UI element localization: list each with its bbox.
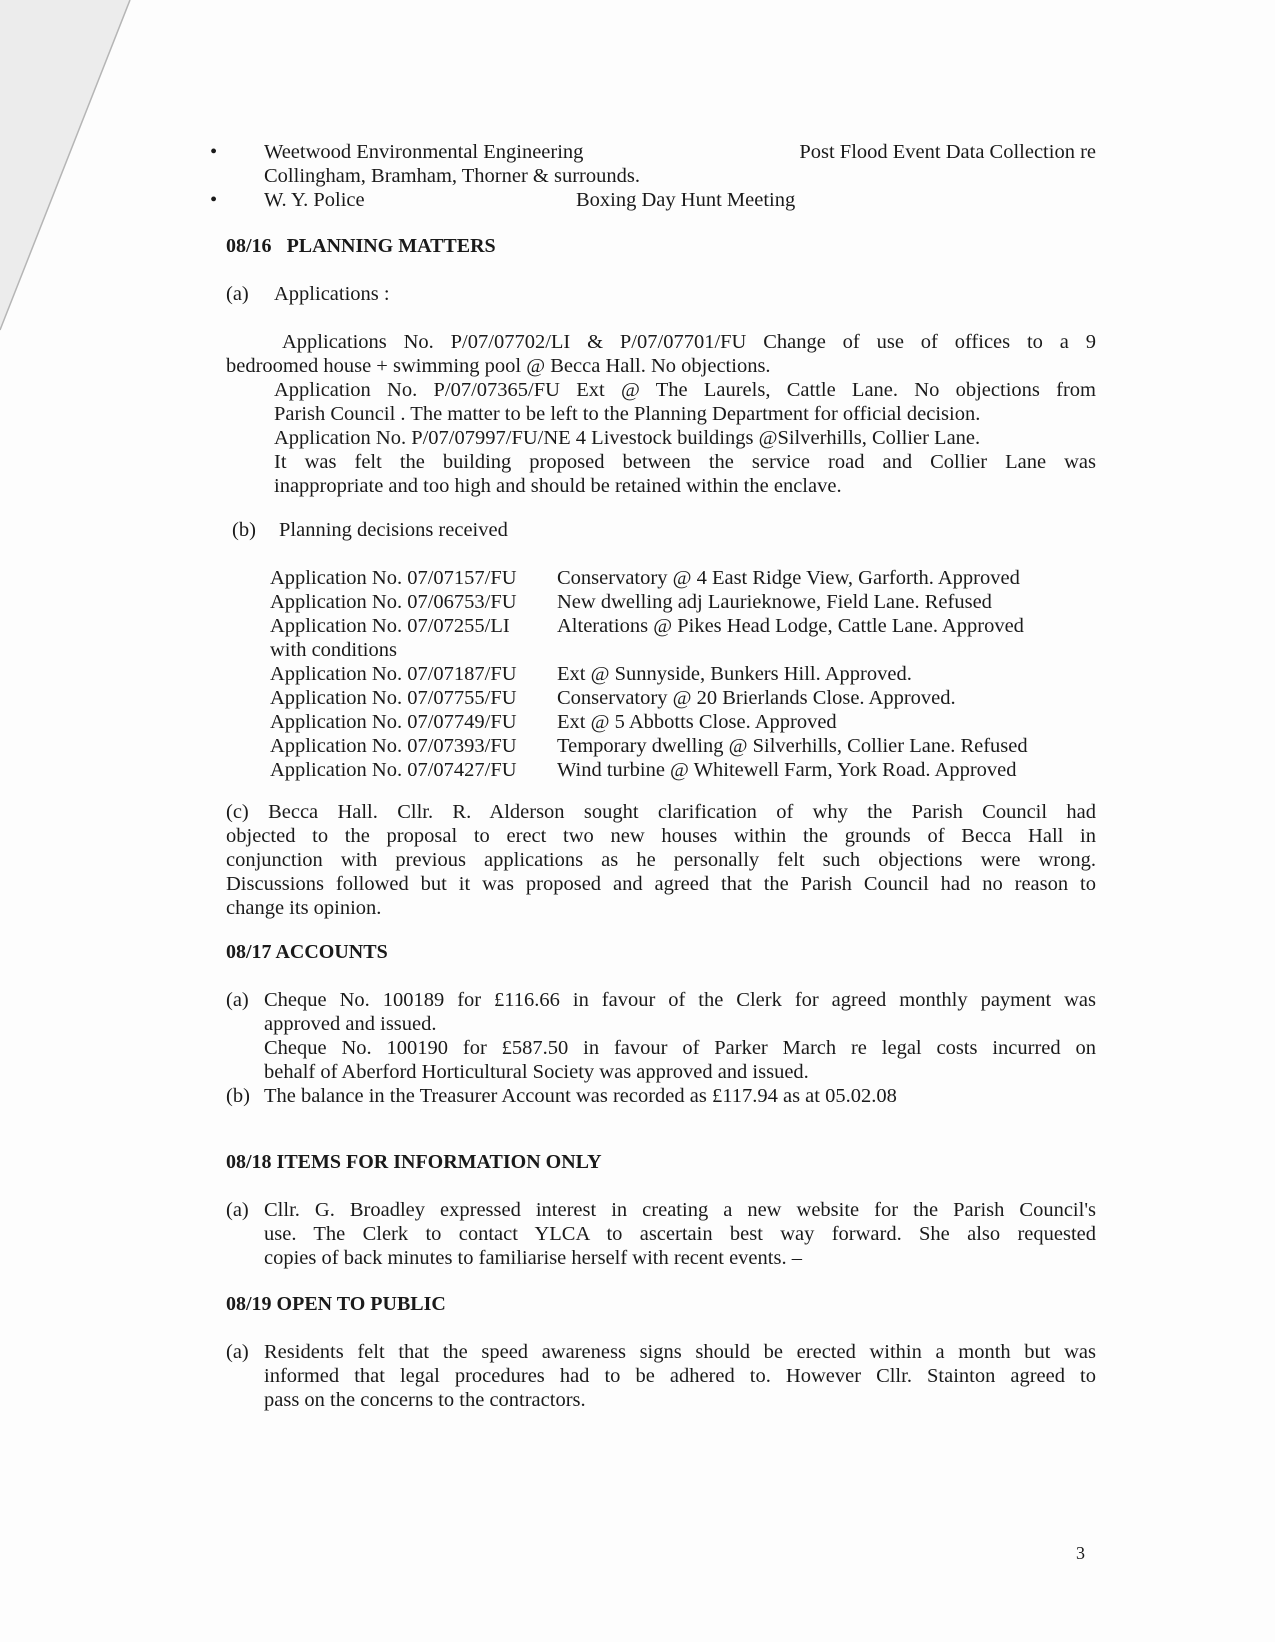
decision-row: Application No. 07/06753/FU New dwelling adj Laurieknowe, Field Lane. Refused [270, 591, 992, 613]
accounts-items: (a) Cheque No. 100189 for £116.66 in favour of the Clerk for agreed monthly payment was approved and issued. Cheque No. 100190 for £587.50 in favour of Parker March re legal costs incurred on behalf of Aberford Horticultural Society was approved and issued. (b) The balance in the Treasurer Account was recorded as £117.94 as at 05.02.08 [226, 989, 1096, 1107]
application-text: Parish Council . The matter to be left to the Planning Department for official decision. [274, 403, 981, 425]
decision-row: Application No. 07/07427/FU Wind turbine @ Whitewell Farm, York Road. Approved [270, 759, 1017, 781]
application-text: bedroomed house + swimming pool @ Becca Hall. No objections. [226, 355, 771, 377]
public-items: (a) Residents felt that the speed awareness signs should be erected within a month but was informed that legal procedures had to be adhered to. However Cllr. Stainton agreed to pass on the concerns to the contractors. [226, 1341, 1096, 1411]
correspondence-subject: Boxing Day Hunt Meeting [576, 189, 796, 211]
bullet-icon: • [210, 141, 218, 163]
bullet-icon: • [210, 189, 218, 211]
application-text: Application No. P/07/07997/FU/NE 4 Livestock buildings @Silverhills, Collier Lane. [274, 427, 981, 449]
decisions-subheading: (b) Planning decisions received [232, 519, 508, 541]
decision-row: Application No. 07/07187/FU Ext @ Sunnyside, Bunkers Hill. Approved. [270, 663, 912, 685]
becca-hall-paragraph: (c) Becca Hall. Cllr. R. Alderson sought clarification of why the Parish Council had objected to the proposal to erect two new houses within the grounds of Becca Hall in conjunction with previous applications as he personally felt such objections were wrong. Discussions followed but it was proposed and agreed that the Parish Council had no reason to change its opinion. [226, 801, 1096, 919]
decision-row: Application No. 07/07255/LI Alterations @ Pikes Head Lodge, Cattle Lane. Approved [270, 615, 1024, 637]
section-heading-public: 08/19 OPEN TO PUBLIC [226, 1293, 446, 1315]
applications-subheading: (a) Applications : [226, 283, 390, 305]
application-text: Applications No. P/07/07702/LI & P/07/07701/FU Change of use of offices to a 9 [282, 331, 1096, 353]
correspondence-from: W. Y. Police [264, 189, 365, 211]
correspondence-from: Weetwood Environmental Engineering [264, 141, 584, 163]
section-heading-accounts: 08/17 ACCOUNTS [226, 941, 388, 963]
application-text: inappropriate and too high and should be retained within the enclave. [274, 475, 842, 497]
decision-row: Application No. 07/07157/FU Conservatory @ 4 East Ridge View, Garforth. Approved [270, 567, 1020, 589]
decision-row-cont: with conditions [270, 639, 397, 661]
info-items: (a) Cllr. G. Broadley expressed interest in creating a new website for the Parish Council's use. The Clerk to contact YLCA to ascertain best way forward. She also requested copies of back minutes to familiarise herself with recent events. – [226, 1199, 1096, 1269]
decision-row: Application No. 07/07755/FU Conservatory @ 20 Brierlands Close. Approved. [270, 687, 956, 709]
decisions-list [226, 566, 1096, 782]
section-heading-planning: 08/16 PLANNING MATTERS [226, 235, 496, 257]
decision-row: Application No. 07/07749/FU Ext @ 5 Abbotts Close. Approved [270, 711, 837, 733]
correspondence-subject: Post Flood Event Data Collection re [799, 141, 1096, 163]
section-heading-info: 08/18 ITEMS FOR INFORMATION ONLY [226, 1151, 602, 1173]
application-text: It was felt the building proposed between the service road and Collier Lane was [274, 451, 1096, 473]
application-text: Application No. P/07/07365/FU Ext @ The Laurels, Cattle Lane. No objections from [274, 379, 1096, 401]
page-number: 3 [1076, 1543, 1085, 1563]
correspondence-subject-cont: Collingham, Bramham, Thorner & surrounds. [264, 165, 640, 187]
decision-row: Application No. 07/07393/FU Temporary dwelling @ Silverhills, Collier Lane. Refused [270, 735, 1028, 757]
